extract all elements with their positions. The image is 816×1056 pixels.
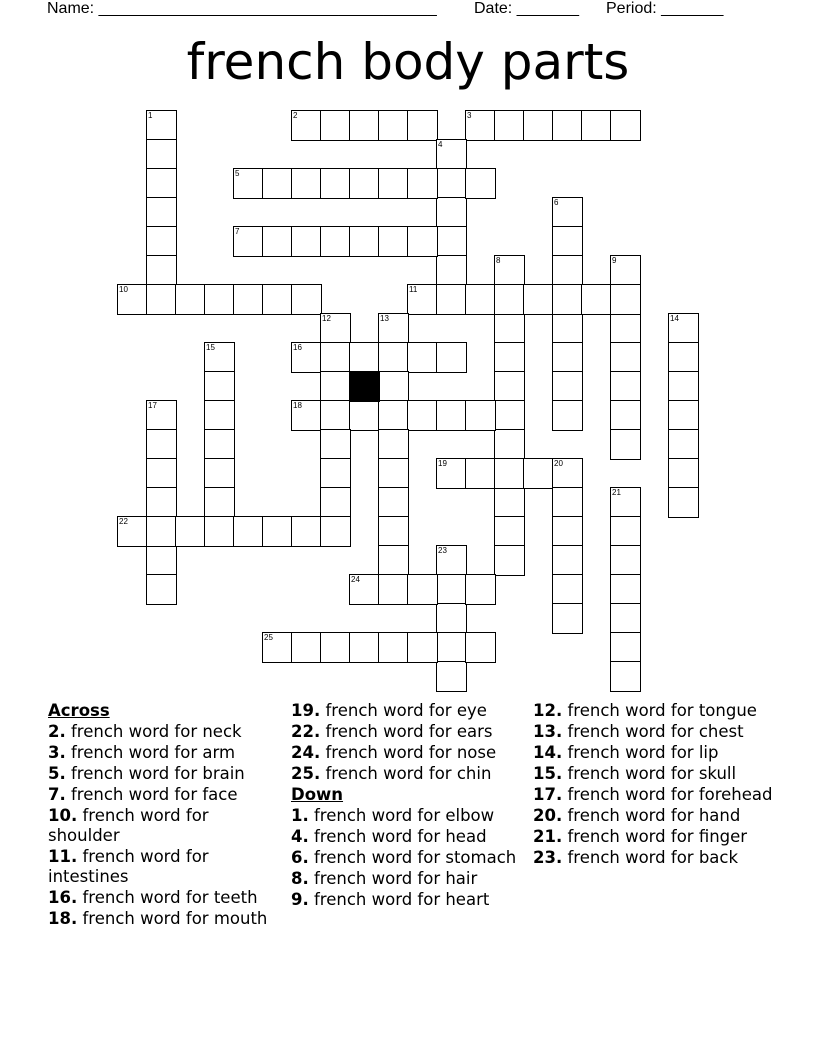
clue-number: 16 xyxy=(293,343,302,352)
grid-cell[interactable] xyxy=(146,458,177,489)
grid-cell[interactable] xyxy=(610,400,641,431)
grid-cell[interactable] xyxy=(204,487,235,518)
clue-item-text: french word for eye xyxy=(325,701,487,720)
clue-column-3 xyxy=(533,701,783,869)
grid-cell[interactable] xyxy=(436,342,467,373)
grid-cell[interactable] xyxy=(320,516,351,547)
clue-number: 2 xyxy=(293,111,298,120)
clue-item-text: french word for ears xyxy=(325,722,493,741)
clue-item-number: 14. xyxy=(533,743,563,762)
grid-cell[interactable] xyxy=(320,168,351,199)
grid-cell[interactable] xyxy=(436,284,467,315)
grid-cell[interactable] xyxy=(175,284,206,315)
grid-cell[interactable] xyxy=(146,255,177,286)
grid-cell[interactable] xyxy=(494,458,525,489)
grid-cell[interactable] xyxy=(407,632,438,663)
clue-item xyxy=(48,743,283,763)
clue-number: 12 xyxy=(322,314,331,323)
grid-cell[interactable] xyxy=(552,516,583,547)
clue-item xyxy=(533,848,783,868)
grid-cell[interactable] xyxy=(436,603,467,634)
clue-item xyxy=(48,847,283,887)
clue-item xyxy=(533,701,783,721)
grid-cell[interactable] xyxy=(436,168,467,199)
clue-item-number: 3. xyxy=(48,743,66,762)
clue-item-number: 12. xyxy=(533,701,563,720)
grid-cell[interactable] xyxy=(204,516,235,547)
clue-item-number: 18. xyxy=(48,909,78,928)
grid-cell[interactable] xyxy=(291,226,322,257)
grid-cell[interactable] xyxy=(494,371,525,402)
grid-cell[interactable] xyxy=(668,342,699,373)
down-heading: Down xyxy=(291,785,344,804)
grid-cell[interactable] xyxy=(668,371,699,402)
grid-cell[interactable] xyxy=(407,342,438,373)
grid-cell[interactable] xyxy=(146,429,177,460)
grid-cell[interactable] xyxy=(465,284,496,315)
grid-cell[interactable] xyxy=(552,110,583,141)
grid-cell[interactable] xyxy=(407,400,438,431)
clue-item xyxy=(291,869,526,889)
grid-cell[interactable] xyxy=(320,226,351,257)
grid-cell[interactable] xyxy=(146,516,177,547)
grid-cell[interactable] xyxy=(262,516,293,547)
grid-cell[interactable] xyxy=(349,226,380,257)
grid-cell[interactable] xyxy=(146,226,177,257)
grid-cell[interactable] xyxy=(291,168,322,199)
clue-number: 21 xyxy=(612,488,621,497)
clue-number: 4 xyxy=(438,140,443,149)
clue-item-number: 11. xyxy=(48,847,78,866)
grid-cell[interactable] xyxy=(291,284,322,315)
clue-item-number: 7. xyxy=(48,785,66,804)
clue-number: 5 xyxy=(235,169,240,178)
clue-item-number: 22. xyxy=(291,722,321,741)
grid-cell[interactable] xyxy=(552,487,583,518)
grid-cell[interactable] xyxy=(552,342,583,373)
clue-item-text: french word for brain xyxy=(71,764,245,783)
grid-cell[interactable] xyxy=(291,516,322,547)
clue-item-text: french word for skull xyxy=(567,764,737,783)
grid-cell[interactable] xyxy=(378,632,409,663)
grid-cell[interactable] xyxy=(465,574,496,605)
clue-item-text: french word for back xyxy=(567,848,739,867)
clue-item xyxy=(291,701,526,721)
grid-cell[interactable] xyxy=(349,632,380,663)
grid-cell[interactable] xyxy=(465,400,496,431)
clue-number: 18 xyxy=(293,401,302,410)
grid-cell[interactable] xyxy=(436,632,467,663)
clue-item-number: 16. xyxy=(48,888,78,907)
grid-cell[interactable] xyxy=(407,574,438,605)
clue-item-number: 2. xyxy=(48,722,66,741)
clue-item-text: french word for finger xyxy=(567,827,748,846)
clue-item-number: 6. xyxy=(291,848,309,867)
clue-item xyxy=(48,909,283,929)
page-title: french body parts xyxy=(186,33,630,91)
grid-cell[interactable] xyxy=(610,110,641,141)
grid-cell[interactable] xyxy=(610,632,641,663)
grid-cell[interactable] xyxy=(204,429,235,460)
grid-cell[interactable] xyxy=(378,516,409,547)
clue-item xyxy=(291,848,526,868)
clue-item-number: 25. xyxy=(291,764,321,783)
clue-number: 7 xyxy=(235,227,240,236)
grid-cell[interactable] xyxy=(146,487,177,518)
clue-number: 20 xyxy=(554,459,563,468)
clue-item-text: french word for hair xyxy=(314,869,478,888)
clue-item-number: 21. xyxy=(533,827,563,846)
clue-item xyxy=(48,806,283,846)
grid-cell[interactable] xyxy=(552,603,583,634)
grid-cell[interactable] xyxy=(465,458,496,489)
grid-cell[interactable] xyxy=(146,574,177,605)
grid-cell[interactable] xyxy=(610,429,641,460)
clue-column-2 xyxy=(291,701,526,911)
grid-cell[interactable] xyxy=(146,284,177,315)
grid-cell[interactable] xyxy=(494,487,525,518)
grid-cell[interactable] xyxy=(436,255,467,286)
clue-item-number: 17. xyxy=(533,785,563,804)
clue-item-text: french word for lip xyxy=(567,743,719,762)
grid-cell[interactable] xyxy=(581,110,612,141)
clue-item xyxy=(533,806,783,826)
clue-item-number: 10. xyxy=(48,806,78,825)
grid-cell[interactable] xyxy=(436,400,467,431)
clue-number: 23 xyxy=(438,546,447,555)
grid-cell[interactable] xyxy=(175,516,206,547)
clue-number: 24 xyxy=(351,575,360,584)
grid-cell[interactable] xyxy=(349,110,380,141)
grid-cell[interactable] xyxy=(436,574,467,605)
clue-item-text: french word for forehead xyxy=(567,785,773,804)
clue-item-text: french word for face xyxy=(71,785,238,804)
grid-cell[interactable] xyxy=(494,429,525,460)
grid-cell[interactable] xyxy=(262,226,293,257)
clue-item xyxy=(291,722,526,742)
grid-cell[interactable] xyxy=(523,458,554,489)
grid-cell[interactable] xyxy=(204,371,235,402)
grid-cell[interactable] xyxy=(436,661,467,692)
clue-item-text: french word for intestines xyxy=(48,847,209,886)
clue-item-number: 20. xyxy=(533,806,563,825)
grid-cell[interactable] xyxy=(378,226,409,257)
clue-item-number: 4. xyxy=(291,827,309,846)
grid-cell[interactable] xyxy=(494,110,525,141)
clue-item-number: 9. xyxy=(291,890,309,909)
grid-cell[interactable] xyxy=(581,284,612,315)
clue-item xyxy=(291,764,526,784)
clue-item xyxy=(291,890,526,910)
clue-item-text: french word for shoulder xyxy=(48,806,209,845)
grid-cell[interactable] xyxy=(320,371,351,402)
date-field[interactable]: Date: _______ xyxy=(474,0,579,17)
grid-cell[interactable] xyxy=(436,226,467,257)
grid-cell[interactable] xyxy=(320,487,351,518)
grid-cell[interactable] xyxy=(262,284,293,315)
grid-cell[interactable] xyxy=(610,545,641,576)
clue-item-text: french word for chest xyxy=(567,722,744,741)
clue-number: 8 xyxy=(496,256,501,265)
grid-cell[interactable] xyxy=(668,487,699,518)
grid-cell[interactable] xyxy=(233,284,264,315)
clue-item-text: french word for elbow xyxy=(314,806,495,825)
grid-cell[interactable] xyxy=(378,110,409,141)
clue-number: 11 xyxy=(409,285,418,294)
grid-cell[interactable] xyxy=(291,632,322,663)
clue-number: 25 xyxy=(264,633,273,642)
clue-item-text: french word for chin xyxy=(325,764,492,783)
clue-item-number: 23. xyxy=(533,848,563,867)
grid-cell[interactable] xyxy=(204,458,235,489)
grid-cell[interactable] xyxy=(378,429,409,460)
grid-cell[interactable] xyxy=(349,342,380,373)
grid-cell[interactable] xyxy=(262,168,293,199)
grid-cell[interactable] xyxy=(494,400,525,431)
grid-cell[interactable] xyxy=(436,197,467,228)
grid-cell[interactable] xyxy=(407,226,438,257)
name-field[interactable]: Name: ______________________________________ xyxy=(47,0,437,17)
clue-item-text: french word for teeth xyxy=(82,888,258,907)
grid-cell[interactable] xyxy=(610,342,641,373)
grid-cell[interactable] xyxy=(146,139,177,170)
grid-cell[interactable] xyxy=(378,545,409,576)
clue-number: 13 xyxy=(380,314,389,323)
grid-cell[interactable] xyxy=(552,255,583,286)
grid-cell[interactable] xyxy=(320,400,351,431)
grid-cell[interactable] xyxy=(494,342,525,373)
grid-cell[interactable] xyxy=(552,400,583,431)
across-heading: Across xyxy=(48,701,110,720)
grid-cell[interactable] xyxy=(378,371,409,402)
grid-cell[interactable] xyxy=(494,545,525,576)
grid-cell[interactable] xyxy=(610,603,641,634)
grid-cell[interactable] xyxy=(610,574,641,605)
grid-cell[interactable] xyxy=(320,110,351,141)
clue-item xyxy=(48,785,283,805)
grid-cell[interactable] xyxy=(407,168,438,199)
clue-item-text: french word for stomach xyxy=(314,848,517,867)
grid-cell[interactable] xyxy=(610,661,641,692)
grid-cell[interactable] xyxy=(668,400,699,431)
grid-cell[interactable] xyxy=(378,400,409,431)
grid-cell[interactable] xyxy=(349,168,380,199)
grid-cell[interactable] xyxy=(378,487,409,518)
grid-cell[interactable] xyxy=(552,371,583,402)
grid-cell[interactable] xyxy=(320,632,351,663)
clue-item xyxy=(533,764,783,784)
clue-item-text: french word for arm xyxy=(71,743,236,762)
clue-item-text: french word for mouth xyxy=(82,909,268,928)
clue-item xyxy=(291,806,526,826)
clue-item-text: french word for nose xyxy=(325,743,497,762)
clue-item-text: french word for neck xyxy=(71,722,242,741)
grid-cell[interactable] xyxy=(552,284,583,315)
clue-item xyxy=(291,743,526,763)
clue-column-1 xyxy=(48,701,283,930)
grid-cell[interactable] xyxy=(320,429,351,460)
grid-cell[interactable] xyxy=(378,458,409,489)
grid-cell[interactable] xyxy=(146,168,177,199)
period-field[interactable]: Period: _______ xyxy=(606,0,724,17)
clue-number: 9 xyxy=(612,256,617,265)
clue-item-number: 15. xyxy=(533,764,563,783)
clue-number: 22 xyxy=(119,517,128,526)
grid-cell[interactable] xyxy=(552,545,583,576)
grid-cell[interactable] xyxy=(610,371,641,402)
clue-item xyxy=(48,888,283,908)
clue-number: 17 xyxy=(148,401,157,410)
clue-item-number: 24. xyxy=(291,743,321,762)
grid-cell[interactable] xyxy=(320,458,351,489)
grid-cell[interactable] xyxy=(320,342,351,373)
clue-item-number: 8. xyxy=(291,869,309,888)
grid-cell[interactable] xyxy=(146,545,177,576)
clue-item xyxy=(533,827,783,847)
grid-cell[interactable] xyxy=(610,284,641,315)
clue-item-number: 19. xyxy=(291,701,321,720)
clue-item-text: french word for tongue xyxy=(567,701,757,720)
grid-cell[interactable] xyxy=(610,313,641,344)
clue-number: 10 xyxy=(119,285,128,294)
grid-cell[interactable] xyxy=(378,168,409,199)
grid-cell[interactable] xyxy=(610,516,641,547)
grid-cell[interactable] xyxy=(523,110,554,141)
grid-cell[interactable] xyxy=(494,313,525,344)
clue-number: 6 xyxy=(554,198,559,207)
grid-cell[interactable] xyxy=(552,574,583,605)
clue-number: 14 xyxy=(670,314,679,323)
grid-cell[interactable] xyxy=(552,226,583,257)
clue-number: 19 xyxy=(438,459,447,468)
grid-cell[interactable] xyxy=(407,110,438,141)
clue-number: 1 xyxy=(148,111,153,120)
grid-cell[interactable] xyxy=(523,284,554,315)
clue-item xyxy=(533,785,783,805)
clue-item-text: french word for head xyxy=(314,827,487,846)
clue-item xyxy=(48,722,283,742)
grid-cell[interactable] xyxy=(552,313,583,344)
clue-item xyxy=(533,743,783,763)
clue-number: 3 xyxy=(467,111,472,120)
clue-item xyxy=(291,827,526,847)
clue-item-number: 13. xyxy=(533,722,563,741)
grid-cell[interactable] xyxy=(204,284,235,315)
grid-cell[interactable] xyxy=(378,342,409,373)
grid-cell[interactable] xyxy=(668,458,699,489)
grid-cell[interactable] xyxy=(378,574,409,605)
grid-cell[interactable] xyxy=(465,168,496,199)
grid-cell[interactable] xyxy=(465,632,496,663)
grid-cell[interactable] xyxy=(349,400,380,431)
clue-item xyxy=(48,764,283,784)
grid-cell[interactable] xyxy=(204,400,235,431)
clue-item-text: french word for heart xyxy=(314,890,490,909)
clue-item xyxy=(533,722,783,742)
black-cell xyxy=(349,371,380,402)
grid-cell[interactable] xyxy=(233,516,264,547)
grid-cell[interactable] xyxy=(494,516,525,547)
clue-item-number: 1. xyxy=(291,806,309,825)
grid-cell[interactable] xyxy=(668,429,699,460)
clue-item-text: french word for hand xyxy=(567,806,741,825)
grid-cell[interactable] xyxy=(494,284,525,315)
clue-number: 15 xyxy=(206,343,215,352)
clue-item-number: 5. xyxy=(48,764,66,783)
grid-cell[interactable] xyxy=(146,197,177,228)
